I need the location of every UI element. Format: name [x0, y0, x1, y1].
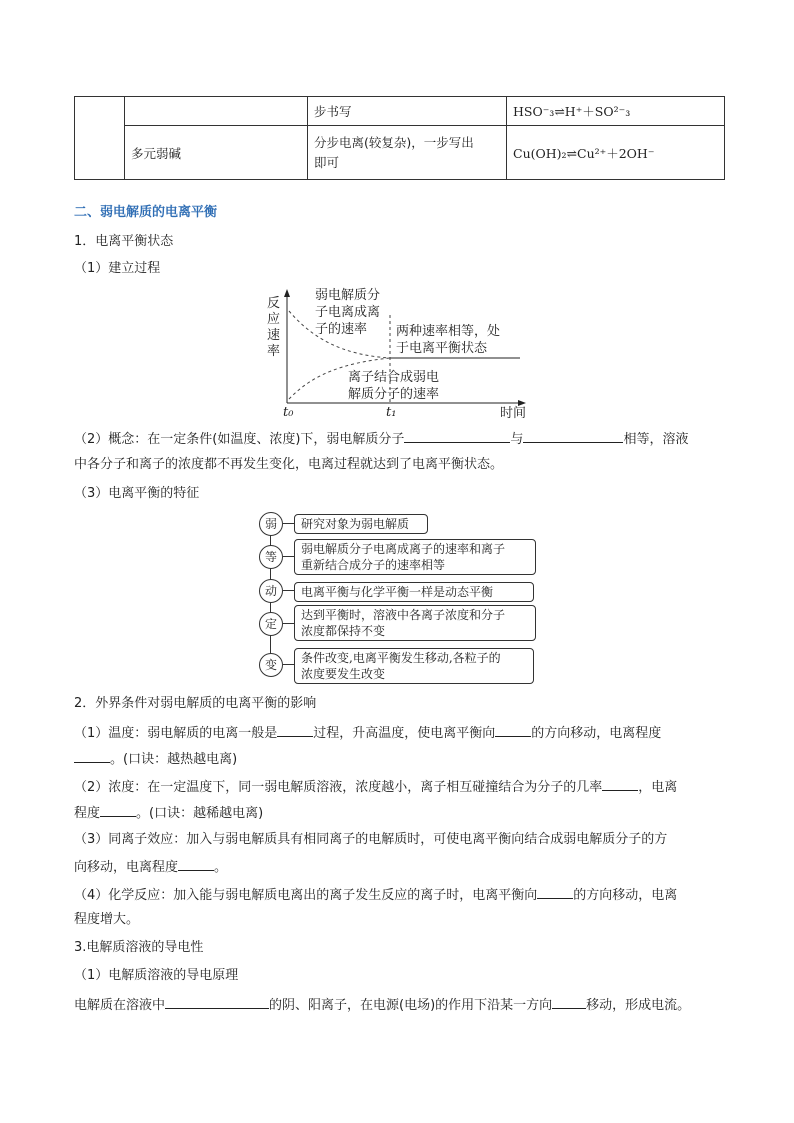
heading-2: 2．外界条件对弱电解质的电离平衡的影响 — [74, 696, 317, 711]
concept-line-1 — [74, 428, 688, 450]
temp-part-d: 。(口诀：越热越电离) — [110, 752, 238, 767]
conc-part-c: 程度 — [74, 806, 101, 821]
table-cell-equation-2: Cu(OH)₂⇌Cu²⁺＋2OH⁻ — [507, 126, 725, 180]
answer-blank-5[interactable] — [74, 748, 110, 763]
concept-part-c: 相等，溶液 — [623, 432, 689, 447]
subheading-features: （3）电离平衡的特征 — [74, 486, 200, 501]
answer-blank-7[interactable] — [100, 802, 136, 817]
concentration-line-2 — [74, 802, 263, 824]
ion-part-c: 。 — [214, 860, 228, 875]
table-cell-equation: HSO⁻₃⇌H⁺＋SO²⁻₃ — [507, 97, 725, 126]
feature-desc-equal-line2: 重新结合成分子的速率相等 — [301, 558, 446, 572]
feature-key-equal: 等 — [259, 545, 283, 569]
answer-blank-2[interactable] — [523, 428, 623, 443]
reaction-line-1 — [74, 884, 677, 906]
curve1-label-2: 子电离成离 — [315, 305, 381, 320]
table-cell-method: 步书写 — [308, 97, 507, 126]
feature-desc-fixed — [294, 605, 536, 641]
reaction-line-2: 程度增大。 — [74, 912, 140, 927]
feature-desc-weak-line1: 研究对象为弱电解质 — [301, 517, 410, 531]
answer-blank-8[interactable] — [178, 856, 214, 871]
common-ion-line-2 — [74, 856, 227, 878]
answer-blank-3[interactable] — [277, 722, 313, 737]
answer-blank-1[interactable] — [404, 428, 510, 443]
electrolyte-table — [74, 96, 725, 180]
eq-label-1: 两种速率相等，处 — [396, 324, 501, 339]
table-cell-empty — [75, 97, 125, 180]
feature-desc-equal-line1: 弱电解质分子电离成离子的速率和离子 — [301, 542, 506, 556]
answer-blank-10[interactable] — [165, 994, 269, 1009]
y-label-2: 应 — [267, 312, 281, 327]
subheading-conduction: （1）电解质溶液的导电原理 — [74, 968, 239, 983]
subheading-process: （1）建立过程 — [74, 261, 161, 276]
temperature-line-2 — [74, 748, 237, 770]
y-label-3: 速 — [267, 328, 281, 343]
feature-desc-dynamic — [294, 582, 534, 602]
feature-desc-dynamic-line1: 电离平衡与化学平衡一样是动态平衡 — [301, 585, 494, 599]
heading-3: 3.电解质溶液的导电性 — [74, 940, 204, 955]
table-cell-method-2 — [308, 126, 507, 180]
x-label: 时间 — [500, 406, 527, 421]
rx-part-b: 的方向移动，电离 — [573, 888, 678, 903]
ion-part-b: 向移动，电离程度 — [74, 860, 179, 875]
conduction-line — [74, 994, 690, 1016]
curve2-label-2: 解质分子的速率 — [348, 387, 440, 402]
feature-desc-fixed-line2: 浓度都保持不变 — [301, 624, 386, 638]
temperature-line-1 — [74, 722, 661, 744]
t1-label: t₁ — [386, 405, 397, 420]
curve2-label-1: 离子结合成弱电 — [348, 370, 440, 385]
heading-1: 1．电离平衡状态 — [74, 234, 174, 249]
common-ion-line-1: （3）同离子效应：加入与弱电解质具有相同离子的电解质时，可使电离平衡向结合成弱电解质分子的方 — [74, 832, 668, 847]
feature-desc-change-line1: 条件改变,电离平衡发生移动,各粒子的 — [301, 651, 501, 665]
concept-part-a: （2）概念：在一定条件(如温度、浓度)下，弱电解质分子 — [74, 432, 405, 447]
answer-blank-9[interactable] — [537, 884, 573, 899]
concentration-line-1 — [74, 776, 677, 798]
eq-label-2: 于电离平衡状态 — [396, 341, 488, 356]
method-line-1: 分步电离(较复杂)，一步写出 — [314, 134, 474, 150]
conduction-part-b: 的阴、阳离子，在电源(电场)的作用下沿某一方向 — [269, 998, 553, 1013]
method-line-2: 即可 — [314, 154, 340, 170]
t0-label: t₀ — [283, 405, 294, 420]
conc-part-a: （2）浓度：在一定温度下，同一弱电解质溶液，浓度越小，离子相互碰撞结合为分子的几率 — [74, 780, 603, 795]
conc-part-d: 。(口诀：越稀越电离) — [136, 806, 264, 821]
section-title: 二、弱电解质的电离平衡 — [74, 205, 218, 220]
feature-desc-change-line2: 浓度要发生改变 — [301, 667, 386, 681]
conduction-part-c: 移动，形成电流。 — [586, 998, 691, 1013]
temp-part-c: 的方向移动，电离程度 — [531, 726, 662, 741]
conc-part-b: ，电离 — [638, 780, 678, 795]
y-label-4: 率 — [267, 344, 281, 359]
feature-key-dynamic: 动 — [259, 579, 283, 603]
concept-line-2: 中各分子和离子的浓度都不再发生变化，电离过程就达到了电离平衡状态。 — [74, 457, 504, 472]
rx-part-a: （4）化学反应：加入能与弱电解质电离出的离子发生反应的离子时，电离平衡向 — [74, 888, 538, 903]
table-cell-empty-2 — [125, 97, 308, 126]
feature-desc-weak — [294, 514, 428, 534]
table-cell-type: 多元弱碱 — [125, 126, 308, 180]
feature-desc-equal — [294, 539, 536, 575]
feature-key-fixed: 定 — [259, 612, 283, 636]
conduction-part-a: 电解质在溶液中 — [74, 998, 166, 1013]
answer-blank-6[interactable] — [602, 776, 638, 791]
feature-key-change: 变 — [259, 653, 283, 677]
curve1-label-1: 弱电解质分 — [315, 288, 381, 303]
feature-desc-change — [294, 648, 534, 684]
y-label-1: 反 — [267, 296, 281, 311]
curve1-label-3: 子的速率 — [315, 322, 368, 337]
temp-part-b: 过程，升高温度，使电离平衡向 — [313, 726, 496, 741]
answer-blank-11[interactable] — [552, 994, 586, 1009]
feature-desc-fixed-line1: 达到平衡时，溶液中各离子浓度和分子 — [301, 608, 506, 622]
rate-graph — [262, 283, 534, 423]
answer-blank-4[interactable] — [495, 722, 531, 737]
feature-key-weak: 弱 — [259, 512, 283, 536]
concept-part-b: 与 — [510, 432, 524, 447]
temp-part-a: （1）温度：弱电解质的电离一般是 — [74, 726, 278, 741]
